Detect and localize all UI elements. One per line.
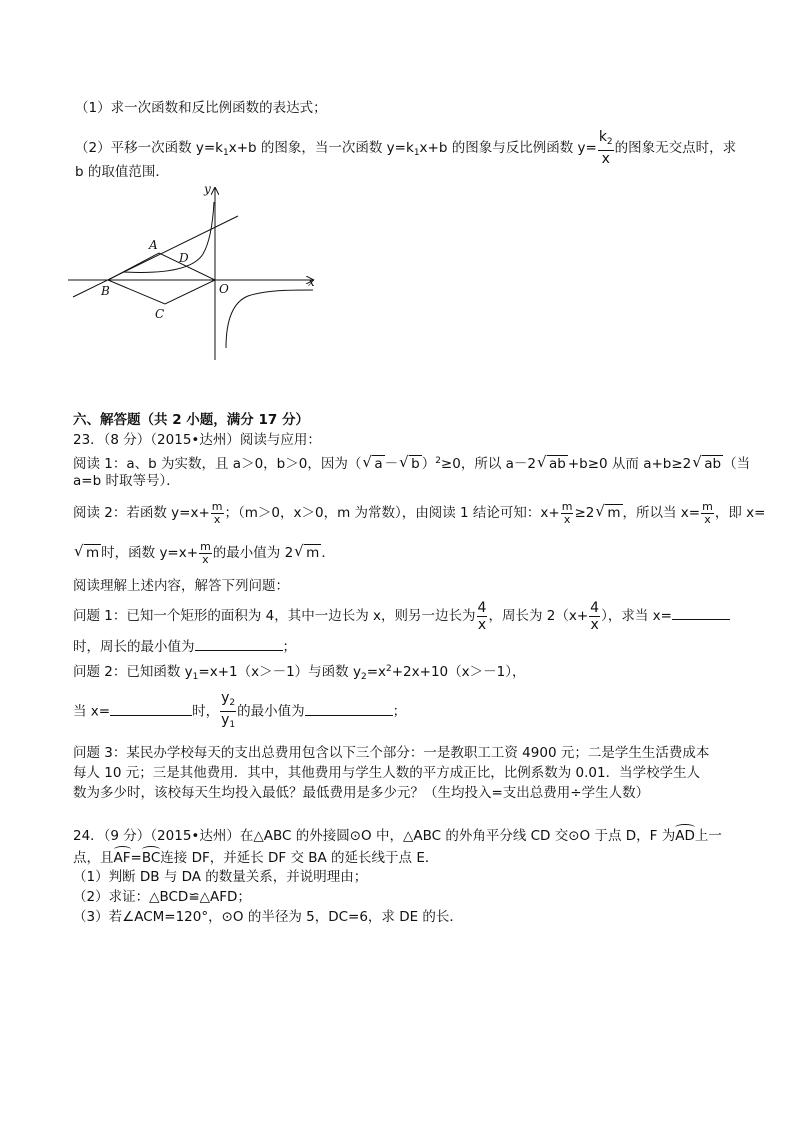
- q23-reading2-line: 阅读 2：若函数 y=x+ $\frac{m}{x}$ ；（m＞0，x＞0，m 为常数），由阅读 1 结论可知：x+ $\frac{m}{x}$ ≥2√ m ，所以当 x= $\frac{m}{x}$ ，即 x=: [73, 497, 765, 529]
- answer-blank-min-ratio[interactable]: [305, 703, 393, 716]
- q23-problem3-line3: 数为多少时，该校每天生均投入最低？最低费用是多少元？（生均投入=支出总费用÷学生人数）: [73, 785, 650, 801]
- q24-line2: 点，且AF=BC连接 DF，并延长 DF 交 BA 的延长线于点 E．: [73, 850, 439, 866]
- four-over-x-2: $\frac{4}{x}$: [590, 599, 600, 633]
- q23-problem1-cont: 时，周长的最小值为 ；: [73, 639, 296, 655]
- coordinate-figure: [68, 180, 328, 365]
- rhombus-ABOC: [108, 253, 215, 304]
- q22-part2-cont: b 的取值范围．: [75, 164, 169, 180]
- y2-over-y1: $\frac{y_2}{y_1}$: [221, 690, 236, 730]
- sqrt-m-2: √ m: [74, 537, 101, 569]
- q23-problem2-cont: 当 x= 时， $\frac{y_2}{y_1}$ 的最小值为 ；: [73, 690, 406, 730]
- q22-part2-line: （2）平移一次函数 $y=k_1x+b$ 的图象，当一次函数 $y=k_1x+b$ 的图象与反比例函数 y= $\frac{k_2}{x}$ 的图象无交点时，求: [75, 129, 737, 167]
- q24-part1: （1）判断 DB 与 DA 的数量关系，并说明理由；: [73, 869, 368, 885]
- section-title: 六、解答题（共 2 小题，满分 17 分）: [73, 412, 309, 428]
- q23-problem3-line1: 问题 3：某民办学校每天的支出总费用包含以下三个部分：一是教职工工资 4900 元；二是学生生活费成本: [73, 745, 710, 761]
- m-over-x-2: $\frac{m}{x}$: [561, 499, 573, 526]
- m-over-x-3: $\frac{m}{x}$: [702, 499, 713, 526]
- answer-blank-min-perimeter[interactable]: [195, 638, 283, 651]
- q22-part1: （1）求一次函数和反比例函数的表达式；: [75, 100, 327, 116]
- label-B: B: [101, 284, 110, 298]
- q23-heading: 23．（8 分）（2015•达州）阅读与应用：: [73, 432, 321, 448]
- q23-reading1-line: 阅读 1：a、b 为实数，且 a＞0，b＞0，因为（√ a －√ b ）$^2$≥0，所以 a－2√ ab +b≥0 从而 a+b≥2√ ab （当: [73, 452, 750, 473]
- answer-blank-x-2[interactable]: [110, 703, 192, 716]
- m-over-x: $\frac{m}{x}$: [211, 499, 223, 526]
- sqrt-m-3: √ m: [294, 537, 321, 569]
- m-over-x-4: $\frac{m}{x}$: [200, 539, 211, 566]
- arc-BC: BC: [141, 850, 161, 866]
- label-O: O: [219, 282, 229, 296]
- k2-over-x-fraction: $\frac{k_2}{x}$: [598, 129, 613, 167]
- label-D: D: [179, 251, 189, 265]
- q24-part3: （3）若∠ACM=120°，⊙O 的半径为 5，DC=6，求 DE 的长．: [73, 909, 463, 925]
- sqrt-ab-2: √ ab: [692, 455, 723, 473]
- label-y: y: [204, 182, 211, 196]
- q23-problem3-line2: 每人 10 元；三是其他费用．其中，其他费用与学生人数的平方成正比，比例系数为 0.01．当学校学生人: [73, 765, 701, 781]
- arc-AD: AD: [675, 828, 695, 844]
- hyperbola-branch-3: [226, 290, 313, 348]
- sqrt-ab: √ ab: [537, 455, 568, 473]
- linear-function-line: [73, 216, 238, 297]
- hyperbola-branch-1: [124, 202, 214, 272]
- q23-instruction: 阅读理解上述内容，解答下列问题：: [73, 578, 289, 594]
- q24-part2: （2）求证：△BCD≌△AFD；: [73, 889, 251, 905]
- sqrt-m: √ m: [595, 497, 622, 529]
- q23-reading1-cont: a=b 时取等号）．: [73, 473, 180, 489]
- label-C: C: [155, 307, 165, 321]
- four-over-x: $\frac{4}{x}$: [477, 599, 487, 633]
- sqrt-a: √ a: [362, 455, 384, 473]
- q23-problem2-line: 问题 2：已知函数 $y_1=x+1(x>-1)$与函数 $y_2=x^2+2x+10(x>-1)$，: [73, 664, 526, 682]
- answer-blank-x[interactable]: [672, 607, 730, 620]
- label-A: A: [149, 238, 158, 252]
- q24-line1: 24．（9 分）（2015•达州）在△ABC 的外接圆⊙O 中，△ABC 的外角平分线 CD 交⊙O 于点 D，F 为AD上一: [73, 828, 722, 844]
- q23-problem1-line: 问题 1：已知一个矩形的面积为 4，其中一边长为 x，则另一边长为 $\frac{4}{x}$ ，周长为 2（x+ $\frac{4}{x}$ ），求当 x=: [73, 598, 730, 634]
- q23-reading2-cont: √ m 时，函数 y=x+ $\frac{m}{x}$ 的最小值为 2√ m ．: [73, 537, 335, 569]
- label-x: x: [308, 275, 315, 289]
- sqrt-b: √ b: [399, 455, 422, 473]
- arc-AF: AF: [113, 850, 131, 866]
